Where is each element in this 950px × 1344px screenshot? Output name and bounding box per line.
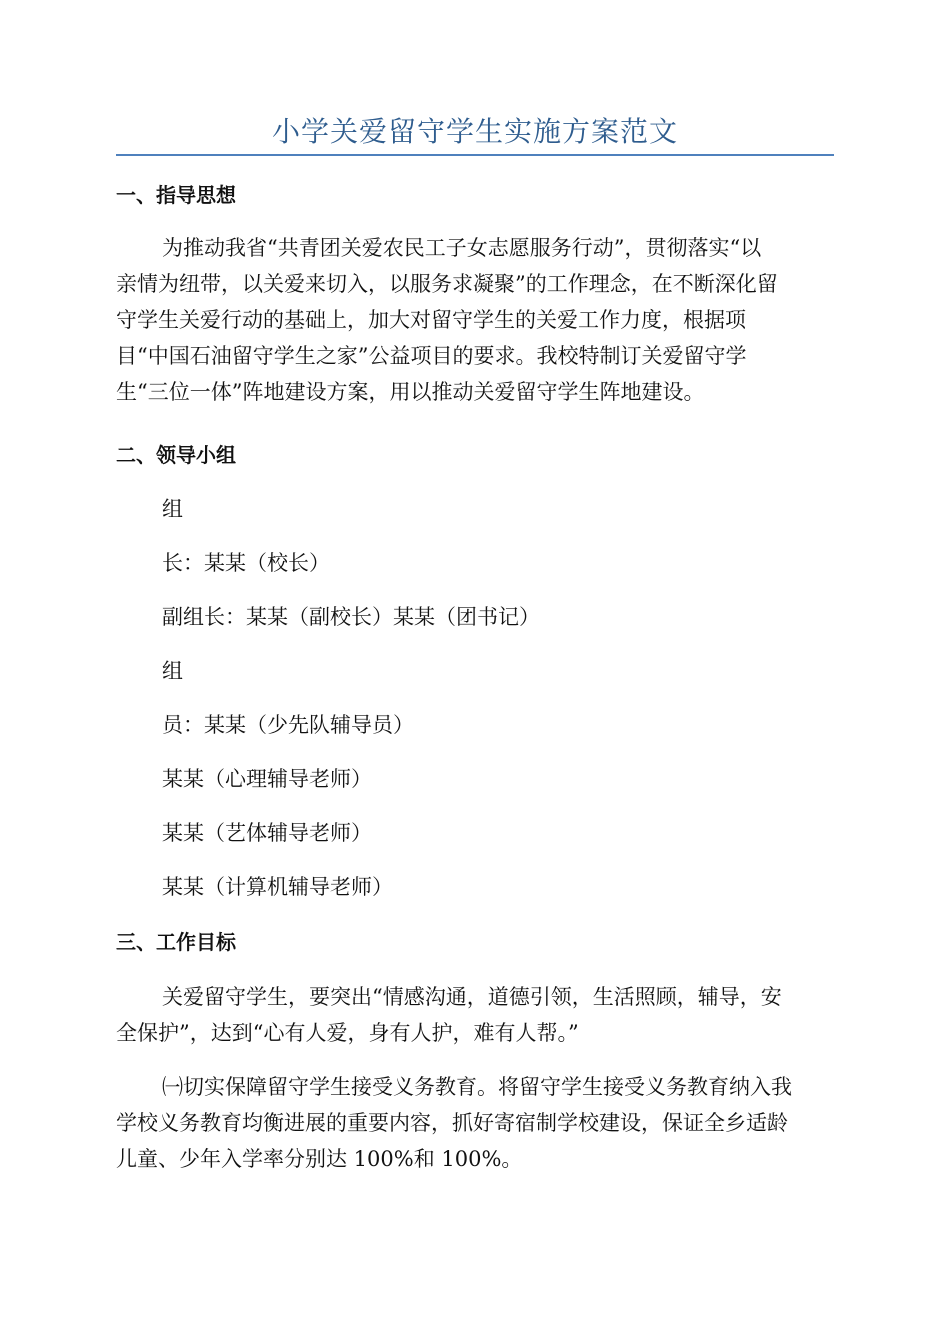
paragraph-line: 亲情为纽带，以关爱来切入，以服务求凝聚”的工作理念，在不断深化留 bbox=[116, 272, 778, 296]
paragraph-line: 学校义务教育均衡进展的重要内容，抓好寄宿制学校建设，保证全乡适龄 bbox=[116, 1111, 788, 1135]
section-heading-leadership-group: 二、领导小组 bbox=[116, 443, 236, 467]
paragraph-work-goals bbox=[116, 979, 836, 1051]
page-title: 小学关爱留守学生实施方案范文 bbox=[271, 115, 678, 148]
paragraph-line: 为推动我省“共青团关爱农民工子女志愿服务行动”，贯彻落实“以 bbox=[162, 236, 762, 260]
paragraph-line: ㈠切实保障留守学生接受义务教育。将留守学生接受义务教育纳入我 bbox=[162, 1075, 792, 1099]
list-item: 长：某某（校长） bbox=[162, 551, 330, 575]
paragraph-line: 目“中国石油留守学生之家”公益项目的要求。我校特制订关爱留守学 bbox=[116, 344, 747, 368]
list-item: 某某（计算机辅导老师） bbox=[162, 875, 393, 899]
list-item: 副组长：某某（副校长）某某（团书记） bbox=[162, 605, 540, 629]
paragraph-line: 守学生关爱行动的基础上，加大对留守学生的关爱工作力度，根据项 bbox=[116, 308, 746, 332]
list-item: 组 bbox=[162, 497, 183, 521]
section-heading-guiding-ideology: 一、指导思想 bbox=[116, 183, 236, 207]
list-item: 某某（心理辅导老师） bbox=[162, 767, 372, 791]
list-item: 员：某某（少先队辅导员） bbox=[162, 713, 414, 737]
paragraph-line: 儿童、少年入学率分别达 100%和 100%。 bbox=[116, 1147, 523, 1171]
title-underline bbox=[116, 154, 834, 156]
paragraph-guiding-ideology bbox=[116, 230, 836, 410]
paragraph-compulsory-education bbox=[116, 1069, 836, 1177]
paragraph-line: 全保护”，达到“心有人爱，身有人护，难有人帮。” bbox=[116, 1021, 579, 1045]
list-item: 某某（艺体辅导老师） bbox=[162, 821, 372, 845]
paragraph-line: 生“三位一体”阵地建设方案，用以推动关爱留守学生阵地建设。 bbox=[116, 380, 705, 404]
paragraph-line: 关爱留守学生，要突出“情感沟通，道德引领，生活照顾，辅导，安 bbox=[162, 985, 782, 1009]
section-heading-work-goals: 三、工作目标 bbox=[116, 930, 236, 954]
list-item: 组 bbox=[162, 659, 183, 683]
